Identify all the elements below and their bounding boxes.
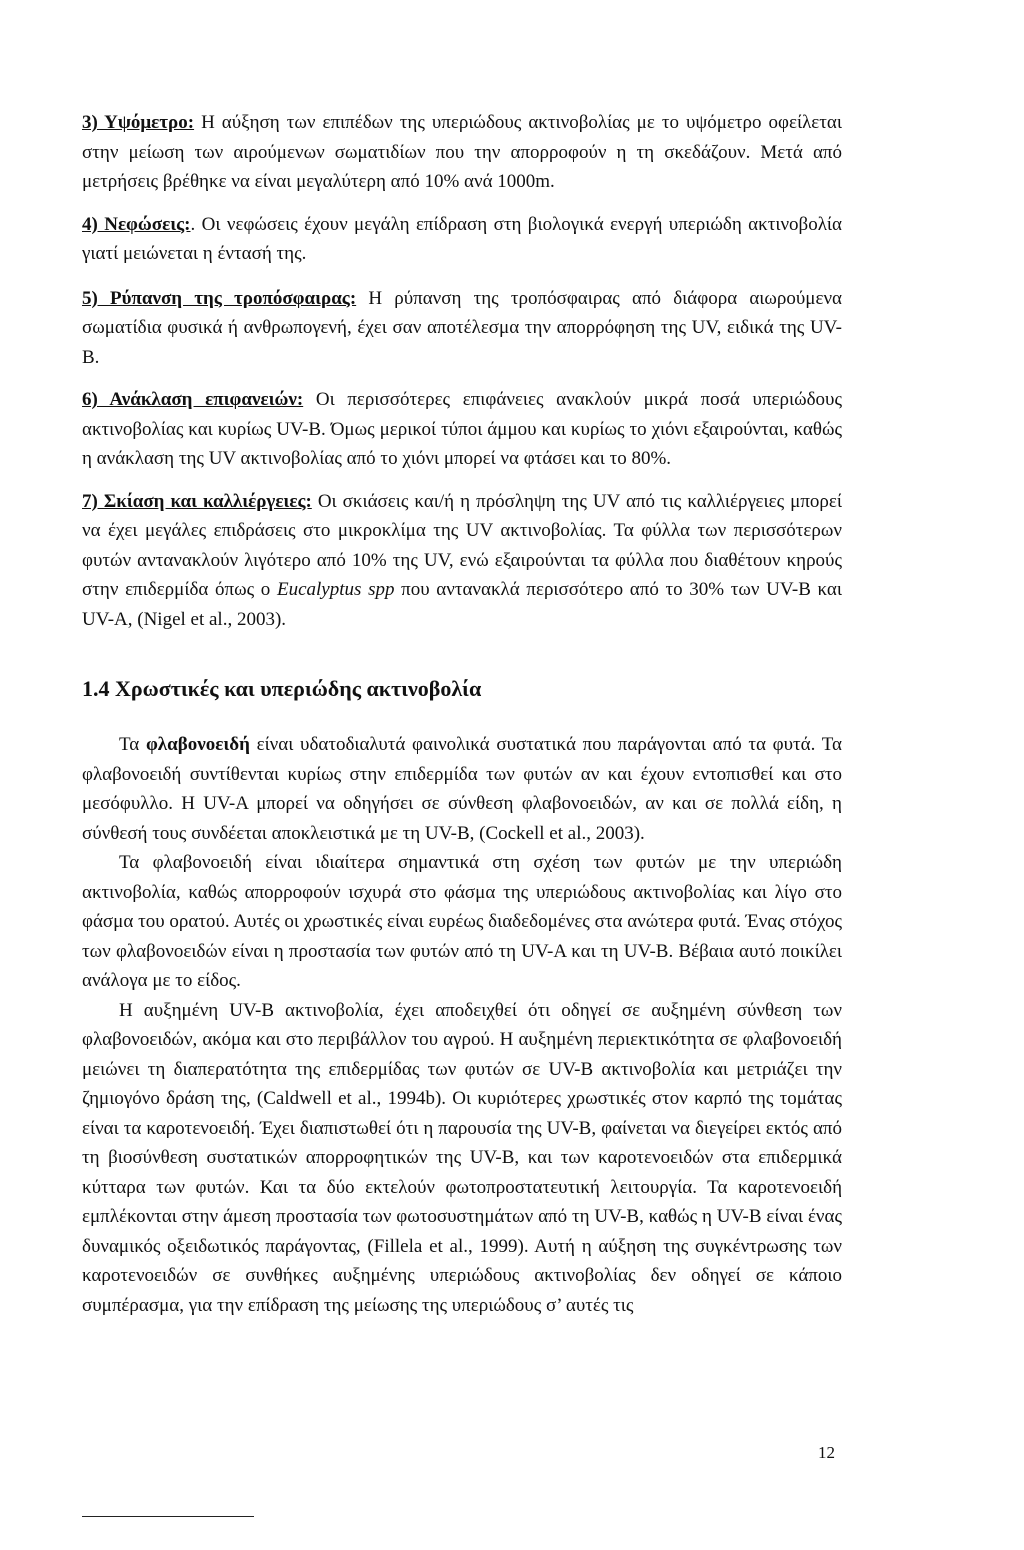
term-flavonoids: φλαβονοειδή	[145, 734, 250, 755]
section-reflection	[82, 385, 842, 474]
section-heading: 7) Σκίαση και καλλιέργειες:	[82, 490, 312, 512]
section-title: 1.4 Χρωστικές και υπεριώδης ακτινοβολία	[82, 676, 482, 701]
section-clouds	[82, 210, 842, 269]
section-pollution	[82, 284, 842, 373]
section-shading	[82, 487, 842, 635]
section-heading: 6) Ανάκλαση επιφανειών:	[82, 389, 304, 410]
section-text: Η αύξηση των επιπέδων της υπεριώδους ακτινοβολίας με το υψόμετρο οφείλεται στην μείωση των αιρούμενων σωματιδίων που την απορροφούν η τη σκεδάζουν. Μετά από μετρήσεις βρέθηκε να είναι μεγαλύτερη από 10% ανά 1000m.	[82, 112, 842, 192]
section-text: Η ρύπανση της τροπόσφαιρας από διάφορα αιωρούμενα σωματίδια φυσικά ή ανθρωπογενή, έχει σαν αποτέλεσμα την απορρόφηση της UV, ειδικά της UV-B.	[82, 287, 842, 368]
body-paragraph-3: Η αυξημένη UV-B ακτινοβολία, έχει αποδειχθεί ότι οδηγεί σε αυξημένη σύνθεση των φλαβονοειδών, ακόμα και στο περιβάλλον του αγρού. Η αυξημένη περιεκτικότητα σε φλαβονοειδή μειώνει τη διαπερατότητα της επιδερμίδας των φυτών σε UV-B ακτινοβολία και μετριάζει την ζημιογόνο δράση της, (Caldwell et al., 1994b). Οι κυριότερες χρωστικές στον καρπό της τομάτας είναι τα καροτενοειδή. Έχει διαπιστωθεί ότι η παρουσία της UV-B, φαίνεται να διεγείρει εκτός από τη βιοσύνθεση συστατικών απορροφητικών της UV-B, και των καροτενοειδών στα επιδερμικά κύτταρα των φυτών. Και τα δύο εκτελούν φωτοπροστατευτική λειτουργία. Τα καροτενοειδή εμπλέκονται στην άμεση προστασία των φωτοσυστημάτων από τη UV-B, καθώς η UV-B είναι ένας δυναμικός οξειδωτικός παράγοντας, (Fillela et al., 1999). Αυτή η αύξηση της συγκέντρωσης των καροτενοειδών σε συνθήκες αυξημένης υπεριώδους ακτινοβολίας δεν οδηγεί σε κάποιο συμπέρασμα, για την επίδραση της μείωσης της υπεριώδους σ’ αυτές τις	[82, 999, 842, 1316]
document-page	[82, 108, 842, 1320]
section-heading: 4) Νεφώσεις:	[82, 213, 191, 235]
section-altitude	[82, 108, 842, 197]
paragraph-text: είναι υδατοδιαλυτά φαινολικά συστατικά που παράγονται από τα φυτά. Τα φλαβονοειδή συντίθενται κυρίως στην επιδερμίδα των φυτών αν και έχουν εντοπισθεί και στο μεσόφυλλο. Η UV-A μπορεί να οδηγήσει σε σύνθεση φλαβονοειδών, αν και σε πολλά είδη, η σύνθεσή τους συνδέεται αποκλειστικά με τη UV-B, (Cockell et al., 2003).	[82, 734, 842, 844]
section-text: που αντανακλά περισσότερο από το 30% των UV-B και UV-A, (Nigel et al., 2003).	[82, 579, 842, 630]
section-text: . Οι νεφώσεις έχουν μεγάλη επίδραση στη βιολογικά ενεργή υπεριώδη ακτινοβολία γιατί μειώνεται η έντασή της.	[82, 213, 842, 264]
section-text: Οι σκιάσεις και/ή η πρόσληψη της UV από τις καλλιέργειες μπορεί να έχει μεγάλες επιδράσεις στο μικροκλίμα της UV ακτινοβολίας. Τα φύλλα των περισσότερων φυτών αντανακλούν λιγότερο από 10% της UV, ενώ εξαιρούνται τα φύλλα που διαθέτουν κηρούς στην επιδερμίδα όπως ο	[82, 490, 843, 600]
body-paragraph-1	[82, 730, 842, 848]
body-paragraph-2: Τα φλαβονοειδή είναι ιδιαίτερα σημαντικά στη σχέση των φυτών με την υπεριώδη ακτινοβολία, καθώς απορροφούν ισχυρά στο φάσμα της υπεριώδους ακτινοβολίας και λίγο στο φάσμα του ορατού. Αυτές οι χρωστικές είναι ευρέως διαδεδομένες στα ανώτερα φυτά. Ένας στόχος των φλαβονοειδών είναι η προστασία των φυτών από τη UV-A και τη UV-B. Βέβαια αυτό ποικίλει ανάλογα με το είδος.	[82, 852, 842, 991]
species-name: Eucalyptus spp	[276, 579, 395, 600]
section-text: Οι περισσότερες επιφάνειες ανακλούν μικρά ποσά υπεριώδους ακτινοβολίας και κυρίως UV-B. Όμως μερικοί τύποι άμμου και κυρίως το χιόνι εξαιρούνται, καθώς η ανάκλαση της UV ακτινοβολίας από το χιόνι μπορεί να φτάσει και το 80%.	[82, 389, 842, 469]
paragraph-text: Τα	[119, 734, 146, 755]
page-number: 12	[818, 1443, 835, 1462]
section-heading: 5) Ρύπανση της τροπόσφαιρας:	[82, 287, 357, 309]
footnote-rule	[82, 1516, 254, 1517]
section-heading: 3) Υψόμετρο:	[82, 112, 195, 133]
